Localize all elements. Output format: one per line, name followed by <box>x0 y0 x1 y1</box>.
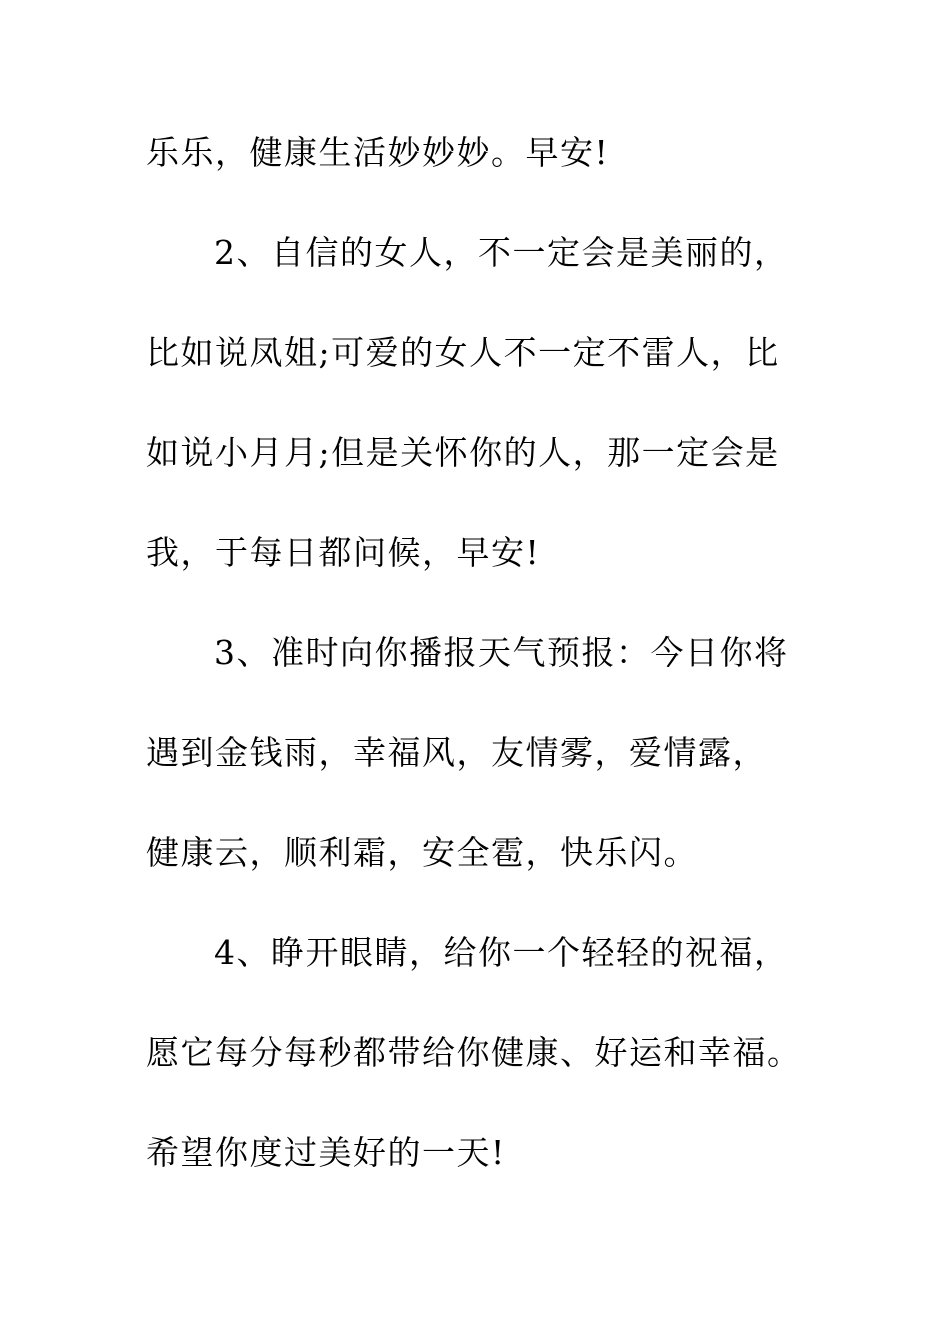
text-line-3: 比如说凤姐;可爱的女人不一定不雷人，比 <box>146 333 780 372</box>
text-line-10: 愿它每分每秒都带给你健康、好运和幸福。 <box>146 1033 802 1072</box>
text-line-7: 遇到金钱雨，幸福风，友情雾，爱情露， <box>146 733 767 772</box>
text-line-1: 乐乐，健康生活妙妙妙。早安! <box>146 133 610 172</box>
text-line-9: 4、睁开眼睛，给你一个轻轻的祝福， <box>214 933 789 972</box>
text-line-11: 希望你度过美好的一天! <box>146 1133 506 1172</box>
text-line-8: 健康云，顺利霜，安全雹，快乐闪。 <box>146 833 698 872</box>
text-line-5: 我，于每日都问候，早安! <box>146 533 541 572</box>
text-line-6: 3、准时向你播报天气预报：今日你将 <box>214 633 789 672</box>
text-line-2: 2、自信的女人，不一定会是美丽的， <box>214 233 789 272</box>
text-line-4: 如说小月月;但是关怀你的人，那一定会是 <box>146 433 780 472</box>
